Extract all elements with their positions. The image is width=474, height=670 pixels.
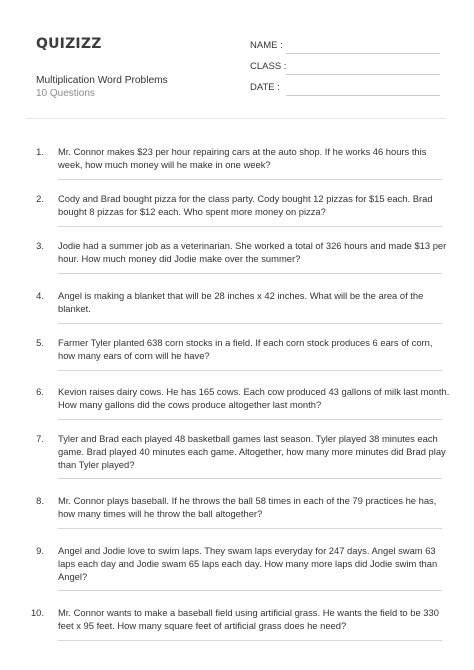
header-divider [26,118,446,119]
question-text: Tyler and Brad each played 48 basketball games last season. Tyler played 38 minutes each game. Brad played 40 minutes each game. Altogether, how many more minutes did Brad play than Tyler played? [58,433,446,471]
class-label: CLASS : [250,61,287,72]
question-number: 8. [36,495,44,506]
question-text: Angel and Jodie love to swim laps. They swam laps everyday for 247 days. Angel swam 63 laps each day and Jodie swam 65 laps each day. How many more laps did Jodie swim than Angel? [58,545,438,583]
question-number: 3. [36,240,44,251]
answer-line [58,273,442,274]
answer-line [58,528,442,529]
question-text: Angel is making a blanket that will be 28 inches x 42 inches. What will be the area of the blanket. [58,290,424,315]
question-text: Jodie had a summer job as a veterinarian. She worked a total of 326 hours and made $13 per hour. How much money did Jodie make over the summer? [58,240,447,265]
question-number: 2. [36,193,44,204]
class-field[interactable] [250,61,440,75]
name-line [286,53,440,54]
question-text: Mr. Connor wants to make a baseball field using artificial grass. He wants the field to be 330 feet x 95 feet. How many square feet of artificial grass does he need? [58,607,439,632]
question-text: Cody and Brad bought pizza for the class party. Cody bought 12 pizzas for $15 each. Brad bought 8 pizzas for $12 each. Who spent more money on pizza? [58,193,433,218]
answer-line [58,179,442,180]
worksheet-subtitle: 10 Questions [36,88,95,99]
question-number: 4. [36,290,44,301]
question-number: 5. [36,337,44,348]
question-text: Farmer Tyler planted 638 corn stocks in a field. If each corn stock produces 6 ears of corn, how many ears of corn will he have? [58,337,433,362]
worksheet-title: Multiplication Word Problems [36,75,168,86]
name-label: NAME : [250,40,283,51]
question-number: 10. [30,607,44,618]
answer-line [58,419,442,420]
question-text: Mr. Connor plays baseball. If he throws the ball 58 times in each of the 79 practices he has, how many times will he throw the ball altogether? [58,495,437,520]
date-label: DATE : [250,82,280,93]
date-field[interactable] [250,82,440,96]
question-text: Mr. Connor makes $23 per hour repairing cars at the auto shop. If he works 46 hours this week, how much money will he make in one week? [58,146,427,171]
question-number: 7. [36,433,44,444]
quizizz-logo: QUIZIZZ [36,36,102,52]
date-line [286,95,440,96]
answer-line [58,640,442,641]
answer-line [58,226,442,227]
answer-line [58,478,442,479]
answer-line [58,370,442,371]
answer-line [58,323,442,324]
answer-line [58,590,442,591]
question-number: 9. [36,545,44,556]
question-number: 1. [36,146,44,157]
name-field[interactable] [250,40,440,54]
question-number: 6. [36,386,44,397]
question-text: Kevion raises dairy cows. He has 165 cows. Each cow produced 43 gallons of milk last month. How many gallons did the cows produce altogether last month? [58,386,450,411]
class-line [286,74,440,75]
